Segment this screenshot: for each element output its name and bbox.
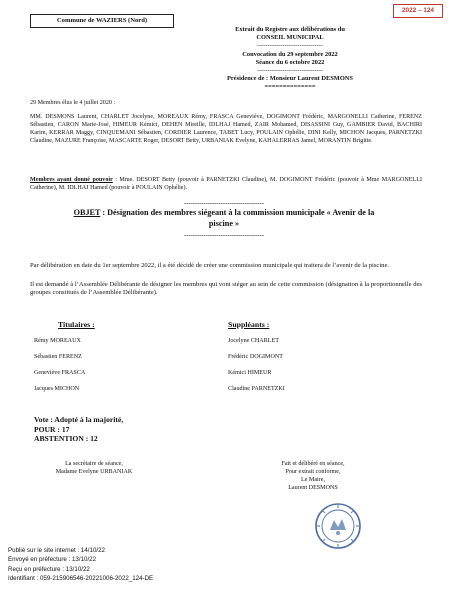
convocation-date: Convocation du 29 septembre 2022: [242, 50, 338, 58]
presents-list: MM. DESMONS Laurent, CHARLET Jocelyne, MOREAUX Rémy, FRASCA Geneviève, DOGIMONT Frédéric, MARGONELLI Catherine, FERENZ Sébastien, CARON Marie-José, HIMEUR Kémici, DEHEN Mireille, IDLHAJ Hamed, ZAIR Mohamed, DISASSINI Guy, GAMBIER David, BACHIRI Karim, KERRAR Maggy, CINQUEMANI Sébastien, CORDIER Laurence, TABET Lucy, POULAIN Ophélie, DINI Kelly, MICHON Jacques, PARNETZKI Claudine, MAZURE Françoise, MASCARTE Roger, DESORT Betty, URBANIAK Evelyne, KAHALERRAS Jamel, MORANTIN Brigitte.: [30, 114, 422, 144]
separator: -------------------------------: [257, 42, 323, 50]
seance-date: Séance du 6 octobre 2022: [255, 58, 325, 66]
presidence: Présidence de : Monsieur Laurent DESMONS: [227, 75, 353, 83]
titulaires-column: [58, 320, 95, 329]
commune-label: Commune de WAZIERS (Nord): [30, 14, 174, 28]
objet-heading: [34, 208, 414, 229]
objet-text-cont: piscine »: [208, 218, 240, 228]
municipal-seal-stamp-icon: [314, 502, 362, 550]
separator: ==============: [264, 83, 316, 91]
separator: -------------------------------------: [183, 232, 265, 239]
titulaire-name: Sébastien FERENZ: [34, 354, 82, 360]
suppleant-name: Claudine PARNETZKI: [228, 386, 285, 392]
vote-abstention: ABSTENTION : 12: [34, 434, 98, 443]
vote-pour: POUR : 17: [34, 424, 70, 434]
suppleant-name: Frédéric DOGIMONT: [228, 354, 283, 360]
vote-block: [34, 415, 123, 444]
registre-header: [190, 26, 390, 92]
extrait-line1: Extrait du Registre aux délibérations du: [235, 26, 345, 33]
identifiant: Identifiant : 059-215906546-20221006-2022_124-DE: [8, 575, 154, 583]
transmission-footer: [8, 546, 153, 584]
titulaire-name: Rémy MOREAUX: [34, 338, 81, 344]
body-paragraph-2: Il est demandé à l’Assemblée Délibérante de désigner les membres qui vont siéger au sein de cette commission (désignation à la proportionnelle des groupes constitués de l’Assemblée Délibérante).: [30, 281, 422, 297]
maire-name: Laurent DESMONS: [288, 485, 338, 491]
separator: -------------------------------: [257, 67, 323, 75]
titulaires-heading: Titulaires :: [58, 320, 95, 329]
extrait-line2: CONSEIL MUNICIPAL: [256, 34, 324, 42]
titulaire-name: Jacques MICHON: [34, 386, 80, 392]
vote-result: Vote : Adopté à la majorité,: [34, 415, 124, 424]
recu-date: Reçu en préfecture : 13/10/22: [8, 565, 90, 573]
pour-extrait: Pour extrait conforme,: [285, 469, 341, 475]
membres-elus: 29 Membres élus le 4 juillet 2020 :: [30, 100, 116, 106]
maire-title: Le Maire,: [300, 477, 326, 483]
pouvoirs-paragraph: [30, 176, 422, 192]
secretaire-name: Madame Evelyne URBANIAK: [55, 469, 133, 475]
suppleant-name: Kémici HIMEUR: [228, 370, 272, 376]
fait-delibere: Fait et délibéré en séance,: [281, 461, 345, 467]
suppleants-heading: Suppléants :: [228, 320, 270, 329]
body-paragraph-1: Par délibération en date du 1er septembre 2022, il a été décidé de créer une commission municipale qui traitera de l’avenir de la piscine.: [30, 262, 390, 269]
envoye-date: Envoyé en préfecture : 13/10/22: [8, 556, 97, 564]
titulaire-name: Geneviève FRASCA: [34, 370, 86, 376]
objet-label: OBJET: [73, 208, 101, 217]
suppleant-name: Jocelyne CHARLET: [228, 338, 279, 344]
reference-badge: 2022 – 124: [393, 4, 443, 18]
objet-text: : Désignation des membres siégeant à la commission municipale « Avenir de la: [100, 208, 375, 217]
secretaire-signature: [34, 460, 154, 476]
secretaire-title: La secrétaire de séance,: [65, 461, 123, 467]
publie-date: Publié sur le site internet : 14/10/22: [8, 547, 105, 554]
maire-signature: [258, 460, 368, 492]
pouvoir-text: : Mme. DESORT Betty (pouvoir à PARNETZKI Claudine), M. DOGIMONT Frédéric (pouvoir à Mme MARGONELLI Catherine), M. IDLHAJ Hamed (pouvoir à POULAIN Ophélie).: [30, 177, 422, 191]
separator: -------------------------------------: [183, 200, 265, 207]
pouvoir-label: Membres ayant donné pouvoir: [30, 177, 113, 183]
